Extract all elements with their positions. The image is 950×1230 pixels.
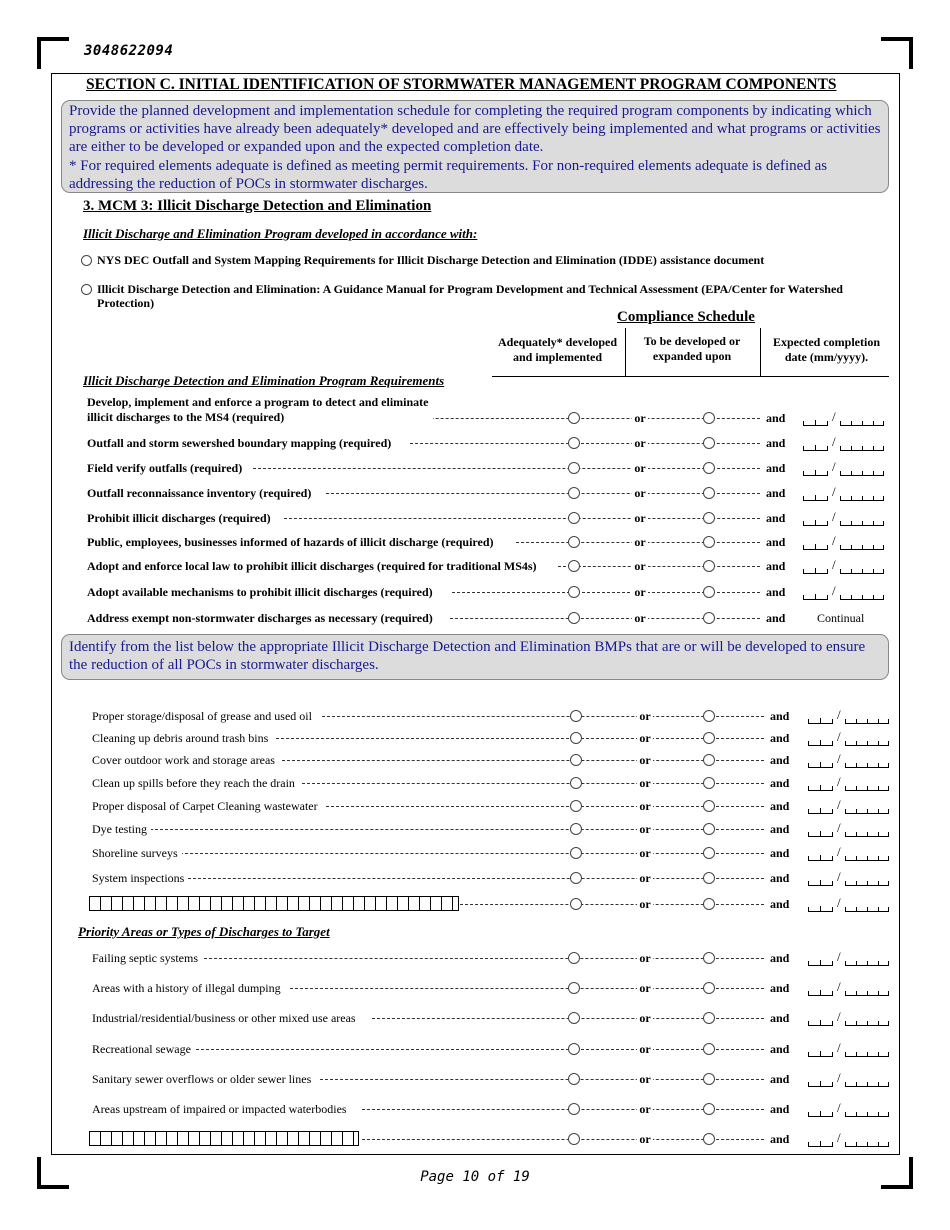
to-develop-radio[interactable] — [703, 823, 715, 835]
or-label: or — [637, 1010, 653, 1026]
or-label: or — [632, 510, 648, 526]
completion-date-field[interactable]: / — [803, 437, 884, 451]
to-develop-radio[interactable] — [703, 710, 715, 722]
bmp-row — [0, 821, 950, 837]
and-label: and — [766, 486, 786, 500]
priority-row — [0, 1041, 950, 1057]
priority-label: Failing septic systems — [92, 950, 202, 966]
or-label: or — [632, 460, 648, 476]
priority-row — [0, 1101, 950, 1117]
to-develop-radio[interactable] — [703, 536, 715, 548]
bmp-row — [0, 730, 950, 746]
bmp-label: System inspections — [92, 870, 188, 886]
or-label: or — [637, 1071, 653, 1087]
completion-date-field[interactable]: / — [808, 710, 889, 724]
adequate-radio[interactable] — [570, 847, 582, 859]
requirements-heading: Illicit Discharge Detection and Elimination Program Requirements — [83, 373, 445, 388]
priority-row — [0, 1071, 950, 1087]
adequate-radio[interactable] — [568, 512, 580, 524]
completion-date-field[interactable]: / — [808, 1133, 889, 1147]
bmp-intro-box — [61, 634, 889, 680]
bmp-other-row — [0, 896, 950, 912]
priority-label: Industrial/residential/business or other mixed use areas — [92, 1010, 360, 1026]
bmp-row — [0, 752, 950, 768]
priority-row — [0, 980, 950, 996]
requirement-label: Outfall reconnaissance inventory (required) — [87, 485, 315, 501]
bmp-row — [0, 870, 950, 886]
completion-date-field[interactable]: / — [808, 952, 889, 966]
option-nysdec-radio[interactable] — [81, 255, 92, 266]
and-label: and — [770, 1102, 790, 1116]
to-develop-radio[interactable] — [703, 847, 715, 859]
corner-mark-top-left — [37, 37, 69, 69]
priority-other-input[interactable] — [89, 1131, 359, 1146]
intro-box — [61, 100, 889, 193]
to-develop-radio[interactable] — [703, 512, 715, 524]
or-label: or — [637, 1101, 653, 1117]
completion-date-field[interactable]: / — [808, 732, 889, 746]
or-label: or — [637, 1131, 653, 1147]
and-label: and — [770, 981, 790, 995]
to-develop-radio[interactable] — [703, 412, 715, 424]
completion-date-field[interactable]: / — [808, 898, 889, 912]
page-number: Page 10 of 19 — [420, 1169, 530, 1185]
bmp-intro-text: Identify from the list below the appropriate Illicit Discharge Detection and Elimination BMPs that are or will be developed to ensure the reduction of all POCs in stormwater discharges. — [69, 639, 866, 674]
bmp-label: Cover outdoor work and storage areas — [92, 752, 279, 768]
document-id: 3048622094 — [84, 43, 174, 59]
or-label: or — [637, 950, 653, 966]
col-expected-date-header: Expected completion date (mm/yyyy). — [773, 335, 880, 364]
and-label: and — [766, 436, 786, 450]
adequate-radio[interactable] — [570, 872, 582, 884]
to-develop-radio[interactable] — [703, 898, 715, 910]
to-develop-radio[interactable] — [703, 732, 715, 744]
requirement-row — [0, 510, 950, 526]
adequate-radio[interactable] — [570, 732, 582, 744]
adequate-radio[interactable] — [568, 1043, 580, 1055]
and-label: and — [766, 461, 786, 475]
to-develop-radio[interactable] — [703, 777, 715, 789]
priority-row — [0, 950, 950, 966]
adequate-definition: * For required elements adequate is defined as meeting permit requirements. For non-required elements adequate is defined as addressing the reduction of POCs in stormwater discharges. — [69, 157, 828, 192]
to-develop-radio[interactable] — [703, 754, 715, 766]
priority-label: Areas with a history of illegal dumping — [92, 980, 285, 996]
priority-other-row — [0, 1131, 950, 1147]
to-develop-radio[interactable] — [703, 1012, 715, 1024]
completion-date-field[interactable]: / — [808, 823, 889, 837]
completion-date-field[interactable]: / — [803, 487, 884, 501]
col-divider — [625, 328, 626, 376]
and-label: and — [770, 1011, 790, 1025]
completion-date-field[interactable]: / — [808, 872, 889, 886]
to-develop-radio[interactable] — [703, 1133, 715, 1145]
or-label: or — [637, 775, 653, 791]
or-label: or — [637, 980, 653, 996]
bmp-label: Clean up spills before they reach the drain — [92, 775, 299, 791]
and-label: and — [766, 511, 786, 525]
compliance-schedule-title: Compliance Schedule — [617, 309, 755, 325]
bmp-row — [0, 798, 950, 814]
priority-label: Recreational sewage — [92, 1041, 195, 1057]
corner-mark-top-right — [881, 37, 913, 69]
adequate-radio[interactable] — [568, 612, 580, 624]
schedule-header-rule — [492, 376, 889, 377]
to-develop-radio[interactable] — [703, 487, 715, 499]
requirement-row — [0, 485, 950, 501]
adequate-radio[interactable] — [568, 560, 580, 572]
adequate-radio[interactable] — [568, 437, 580, 449]
requirement-row — [0, 534, 950, 550]
requirement-row — [0, 558, 950, 574]
completion-date-field[interactable]: / — [803, 512, 884, 526]
to-develop-radio[interactable] — [703, 1043, 715, 1055]
requirement-label-line1: Develop, implement and enforce a program to detect and eliminate — [87, 395, 429, 409]
bmp-label: Proper storage/disposal of grease and used oil — [92, 708, 316, 724]
completion-continual: Continual — [817, 611, 865, 625]
and-label: and — [770, 951, 790, 965]
bmp-label: Proper disposal of Carpet Cleaning wastewater — [92, 798, 322, 814]
requirement-label: Adopt available mechanisms to prohibit illicit discharges (required) — [87, 584, 437, 600]
adequate-radio[interactable] — [568, 462, 580, 474]
col-to-develop-header: To be developed or expanded upon — [643, 334, 741, 363]
or-label: or — [637, 1041, 653, 1057]
or-label: or — [632, 435, 648, 451]
or-label: or — [632, 410, 648, 426]
requirement-label: Prohibit illicit discharges (required) — [87, 510, 275, 526]
and-label: and — [766, 535, 786, 549]
to-develop-radio[interactable] — [703, 800, 715, 812]
requirement-row — [0, 584, 950, 600]
requirement-row — [0, 395, 950, 426]
or-label: or — [632, 558, 648, 574]
to-develop-radio[interactable] — [703, 560, 715, 572]
priority-heading: Priority Areas or Types of Discharges to Target — [78, 924, 330, 939]
adequate-radio[interactable] — [568, 1103, 580, 1115]
bmp-row — [0, 775, 950, 791]
bmp-label: Dye testing — [92, 821, 151, 837]
completion-date-field[interactable]: / — [803, 586, 884, 600]
and-label: and — [770, 731, 790, 745]
requirement-row — [0, 435, 950, 451]
adequate-radio[interactable] — [568, 952, 580, 964]
and-label: and — [770, 1042, 790, 1056]
and-label: and — [770, 799, 790, 813]
or-label: or — [637, 708, 653, 724]
requirement-row — [0, 610, 950, 626]
completion-date-field[interactable]: / — [803, 536, 884, 550]
adequate-radio[interactable] — [570, 777, 582, 789]
to-develop-radio[interactable] — [703, 1103, 715, 1115]
requirement-label: Field verify outfalls (required) — [87, 460, 246, 476]
mcm-title: 3. MCM 3: Illicit Discharge Detection and Elimination — [83, 198, 432, 214]
adequate-radio[interactable] — [568, 1073, 580, 1085]
requirement-label: Outfall and storm sewershed boundary mapping (required) — [87, 435, 395, 451]
adequate-radio[interactable] — [568, 982, 580, 994]
or-label: or — [632, 485, 648, 501]
and-label: and — [766, 559, 786, 573]
priority-row — [0, 1010, 950, 1026]
bmp-row — [0, 845, 950, 861]
section-title: SECTION C. INITIAL IDENTIFICATION OF STORMWATER MANAGEMENT PROGRAM COMPONENTS — [86, 76, 837, 93]
requirement-row — [0, 460, 950, 476]
adequate-radio[interactable] — [568, 586, 580, 598]
priority-label: Sanitary sewer overflows or older sewer lines — [92, 1071, 315, 1087]
and-label: and — [770, 1072, 790, 1086]
completion-date-field[interactable]: / — [808, 1103, 889, 1117]
option-epa-radio[interactable] — [81, 284, 92, 295]
or-label: or — [637, 845, 653, 861]
bmp-label: Shoreline surveys — [92, 845, 182, 861]
or-label: or — [632, 584, 648, 600]
to-develop-radio[interactable] — [703, 1073, 715, 1085]
and-label: and — [770, 776, 790, 790]
to-develop-radio[interactable] — [703, 952, 715, 964]
to-develop-radio[interactable] — [703, 982, 715, 994]
col-divider — [760, 328, 761, 376]
and-label: and — [770, 822, 790, 836]
or-label: or — [637, 730, 653, 746]
completion-date-field[interactable]: / — [808, 982, 889, 996]
completion-date-field[interactable]: / — [808, 777, 889, 791]
completion-date-field[interactable]: / — [803, 560, 884, 574]
to-develop-radio[interactable] — [703, 586, 715, 598]
to-develop-radio[interactable] — [703, 872, 715, 884]
adequate-radio[interactable] — [568, 487, 580, 499]
adequate-radio[interactable] — [568, 1133, 580, 1145]
adequate-radio[interactable] — [570, 800, 582, 812]
and-label: and — [766, 411, 786, 425]
and-label: and — [770, 897, 790, 911]
adequate-radio[interactable] — [568, 536, 580, 548]
col-adequate-header: Adequately* developed and implemented — [497, 335, 617, 364]
or-label: or — [637, 870, 653, 886]
completion-date-field[interactable]: / — [803, 462, 884, 476]
requirement-label-line2: illicit discharges to the MS4 (required) — [87, 410, 285, 424]
and-label: and — [766, 611, 786, 625]
bmp-row — [0, 708, 950, 724]
adequate-radio[interactable] — [570, 754, 582, 766]
priority-label: Areas upstream of impaired or impacted waterbodies — [92, 1101, 351, 1117]
and-label: and — [770, 1132, 790, 1146]
completion-date-field[interactable]: / — [808, 1012, 889, 1026]
adequate-radio[interactable] — [568, 412, 580, 424]
option-nysdec-label: NYS DEC Outfall and System Mapping Requirements for Illicit Discharge Detection and Elimination (IDDE) assistance document — [97, 253, 765, 267]
and-label: and — [770, 871, 790, 885]
or-label: or — [637, 896, 653, 912]
to-develop-radio[interactable] — [703, 437, 715, 449]
completion-date-field[interactable]: / — [808, 800, 889, 814]
requirement-label: Adopt and enforce local law to prohibit illicit discharges (required for traditional MS4s) — [87, 558, 541, 574]
or-label: or — [637, 752, 653, 768]
to-develop-radio[interactable] — [703, 612, 715, 624]
and-label: and — [770, 846, 790, 860]
adequate-radio[interactable] — [570, 710, 582, 722]
intro-text: Provide the planned development and implementation schedule for completing the required program components by indicating which programs or activities have already been adequately* developed and are effectively being implemented and what programs or activities are either to be developed or expanded upon and the expected completion date. — [69, 103, 881, 156]
completion-date-field[interactable]: / — [808, 1043, 889, 1057]
or-label: or — [632, 610, 648, 626]
completion-date-field[interactable]: / — [808, 847, 889, 861]
and-label: and — [770, 709, 790, 723]
or-label: or — [637, 798, 653, 814]
or-label: or — [637, 821, 653, 837]
bmp-other-input[interactable] — [89, 896, 459, 911]
requirement-label: Address exempt non-stormwater discharges as necessary (required) — [87, 610, 437, 626]
and-label: and — [766, 585, 786, 599]
completion-date-field[interactable]: / — [803, 412, 884, 426]
bmp-label: Cleaning up debris around trash bins — [92, 730, 272, 746]
or-label: or — [632, 534, 648, 550]
adequate-radio[interactable] — [570, 823, 582, 835]
option-epa-label: Illicit Discharge Detection and Elimination: A Guidance Manual for Program Development and Technical Assessment (EPA/Center for Watershed Protection) — [97, 282, 843, 310]
adequate-radio[interactable] — [570, 898, 582, 910]
to-develop-radio[interactable] — [703, 462, 715, 474]
adequate-radio[interactable] — [568, 1012, 580, 1024]
and-label: and — [770, 753, 790, 767]
completion-date-field[interactable]: / — [808, 754, 889, 768]
developed-in-accordance-label: Illicit Discharge and Elimination Program developed in accordance with: — [83, 226, 478, 241]
requirement-label: Public, employees, businesses informed of hazards of illicit discharge (required) — [87, 534, 498, 550]
completion-date-field[interactable]: / — [808, 1073, 889, 1087]
